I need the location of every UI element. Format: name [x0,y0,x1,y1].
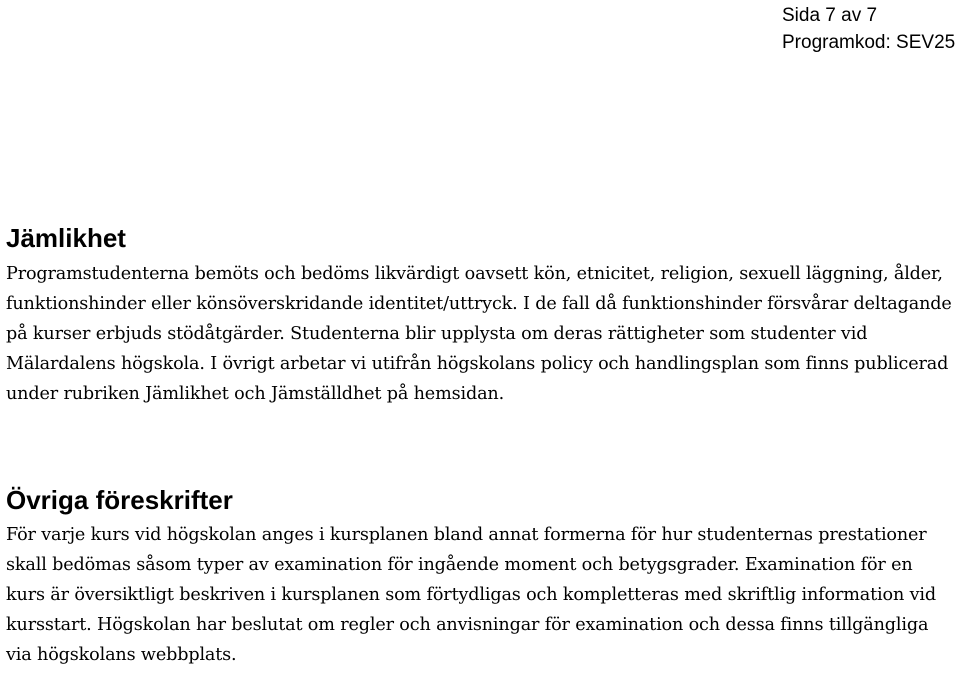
page-number: Sida 7 av 7 [782,5,878,26]
program-code: Programkod: SEV25 [782,32,956,53]
section-heading-equality: Jämlikhet [6,223,126,253]
section-heading-other-regulations: Övriga föreskrifter [6,485,233,515]
section-body-equality: Programstudenterna bemöts och bedöms likvärdigt oavsett kön, etnicitet, religion, sexuell läggning, ålder, funktionshinder eller könsöverskridande identitet/uttryck. I de fall då funktionshinder försvårar deltagande på kurser erbjuds stödåtgärder. Studenterna blir upplysta om deras rättigheter som studenter vid Mälardalens högskola. I övrigt arbetar vi utifrån högskolans policy och handlingsplan som finns publicerad under rubriken Jämlikhet och Jämställdhet på hemsidan. [6,264,952,404]
section-equality [6,222,956,409]
page-header [782,2,960,56]
section-other-regulations [6,484,956,670]
section-body-other-regulations: För varje kurs vid högskolan anges i kursplanen bland annat formerna för hur studenternas prestationer skall bedömas såsom typer av examination för ingående moment och betygsgrader. Examination för en kurs är översiktligt beskriven i kursplanen som förtydligas och kompletteras med skriftlig information vid kursstart. Högskolan har beslutat om regler och anvisningar för examination och dessa finns tillgängliga via högskolans webbplats. [6,525,936,665]
